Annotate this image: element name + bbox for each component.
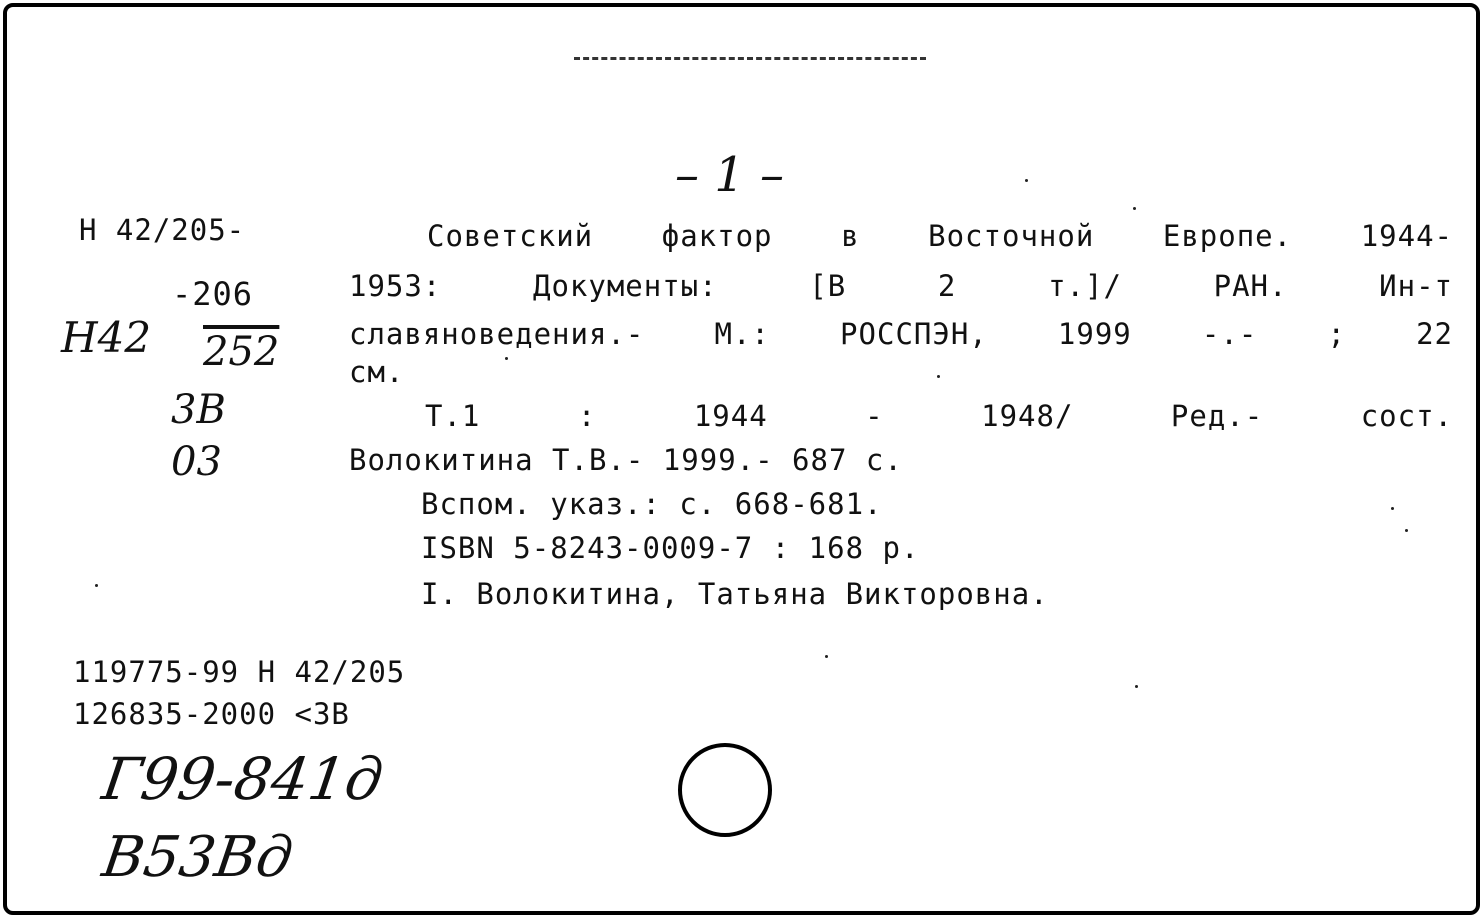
handwritten-shelf-note-4: 03 <box>171 439 222 485</box>
shelfmark-left-1: Н 42/205- <box>79 213 246 247</box>
handwritten-shelf-note-3: 3В <box>171 387 226 433</box>
shelfmark-left-2: -206 <box>172 275 254 313</box>
punched-hole-circle <box>678 743 772 837</box>
speck <box>825 655 828 658</box>
body-line-2: 1953: Документы: [В 2 т.]/ РАН. Ин-т <box>349 269 1453 303</box>
index-note: Вспом. указ.: с. 668-681. <box>421 487 883 521</box>
body-line-1: Советский фактор в Восточной Европе. 1944- <box>427 219 1453 253</box>
speck <box>505 357 508 360</box>
handwritten-inventory-2: В53Вд <box>98 825 297 890</box>
volume-line-1: Т.1 : 1944 - 1948/ Ред.- сост. <box>425 399 1453 433</box>
body-line-4: см. <box>349 355 405 389</box>
isbn-price: ISBN 5-8243-0009-7 : 168 р. <box>421 531 920 565</box>
speck <box>1135 685 1138 688</box>
editor-entry: I. Волокитина, Татьяна Викторовна. <box>421 577 1049 611</box>
body-line-3: славяноведения.- М.: РОССПЭН, 1999 -.- ; 22 <box>349 317 1453 351</box>
handwritten-inventory-1: Г99-841д <box>98 745 388 813</box>
speck <box>1133 207 1136 210</box>
speck <box>1391 507 1394 510</box>
speck <box>937 375 940 378</box>
handwritten-shelf-note-2: 252 <box>203 329 280 375</box>
top-dashed-rule <box>574 57 926 60</box>
speck <box>1025 179 1028 182</box>
page-number: – 1 – <box>675 147 785 203</box>
speck <box>95 584 98 587</box>
volume-line-2: Волокитина Т.В.- 1999.- 687 с. <box>349 443 903 477</box>
accession-number-1: 119775-99 Н 42/205 <box>73 655 406 689</box>
handwritten-shelf-note-1: Н42 <box>61 313 152 362</box>
accession-number-2: 126835-2000 <3В <box>73 697 350 731</box>
catalog-card <box>3 3 1480 915</box>
speck <box>1405 529 1408 532</box>
